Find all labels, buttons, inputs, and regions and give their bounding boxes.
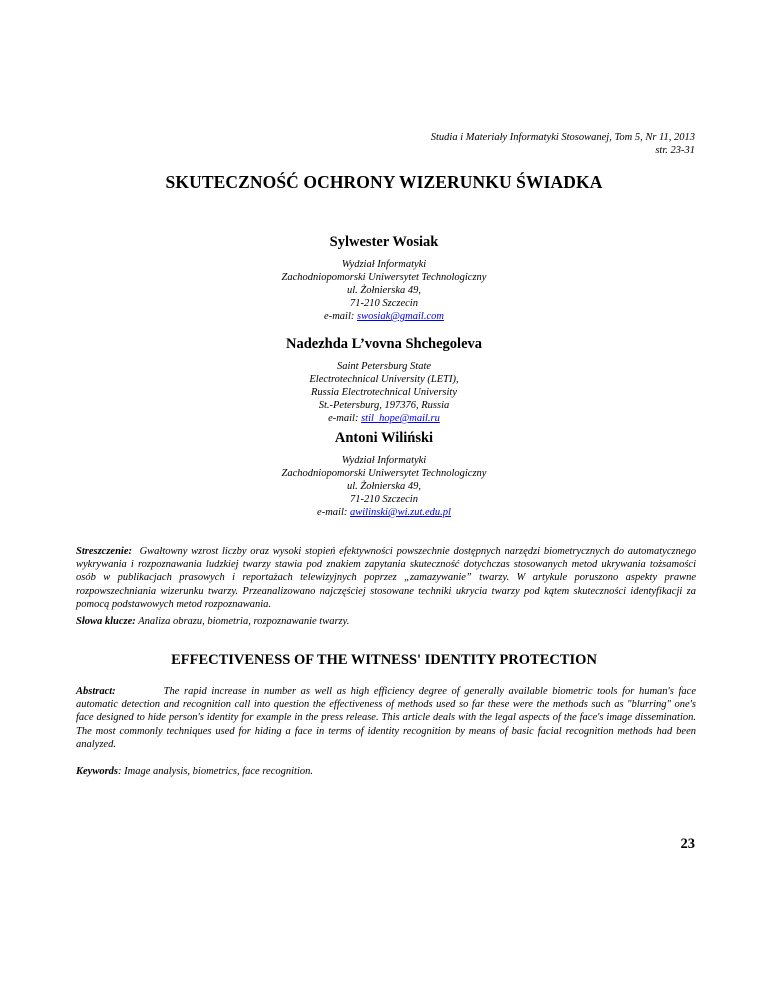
author-name: Sylwester Wosiak: [329, 234, 439, 250]
author-name: Antoni Wiliński: [334, 430, 434, 446]
affiliation-line: Wydział Informatyki: [341, 259, 427, 270]
abstract-english-text: The rapid increase in number as well as high efficiency degree of generally available biometric tools for human's face automatic detection and recognition call into question the effectiveness of methods used so far these were the methods such as "blurring" one's face designed to hide person's identity for example in the press release. This article deals with the legal aspects of the face's image dissemination. The most commonly techniques used for hiding a face in terms of identity recognition by means of basic facial recognition methods had been analyzed.: [76, 686, 696, 750]
journal-header-line-1: Studia i Materiały Informatyki Stosowanej, Tom 5, Nr 11, 2013: [430, 132, 695, 143]
author-email-line: [0, 412, 768, 425]
affiliation-line: Saint Petersburg State: [336, 361, 432, 372]
affiliation-line: Wydział Informatyki: [341, 455, 427, 466]
keywords-english-label: Keywords: [76, 766, 118, 777]
author-email-link[interactable]: awilinski@wi.zut.edu.pl: [349, 507, 451, 518]
abstract-english: [76, 685, 696, 751]
email-label: e-mail:: [328, 413, 362, 424]
author-email-line: [0, 310, 768, 323]
author-email-link[interactable]: swosiak@gmail.com: [357, 311, 444, 322]
abstract-polish: [76, 545, 696, 611]
affiliation-line: St.-Petersburg, 197376, Russia: [318, 400, 450, 411]
affiliation-line: Electrotechnical University (LETI),: [309, 374, 459, 385]
journal-header-line-2: str. 23-31: [655, 145, 695, 156]
affiliation-line: Russia Electrotechnical University: [311, 387, 457, 398]
keywords-polish: [76, 615, 696, 628]
author-name: Nadezhda L’vovna Shchegoleva: [285, 336, 483, 352]
abstract-polish-label: Streszczenie:: [76, 546, 132, 557]
abstract-polish-text: Gwałtowny wzrost liczby oraz wysoki stopień efektywności powszechnie dostępnych narzędzi biometrycznych do automatycznego wykrywania i rozpoznawania ludzkiej twarzy stawia pod znakiem zapytania skuteczność dotychczas stosowanych metod ukrywania tożsamości osób w publikacjach prasowych i reportażach telewizyjnych poprzez „zamazywanie” twarzy. W artykule poruszono aspekty prawne rozpowszechniania wizerunku twarzy. Przeanalizowano najczęściej stosowane techniki ukrycia twarzy pod kątem skuteczności identyfikacji za pomocą podstawowych metod rozpoznawania.: [76, 546, 696, 610]
affiliation-line: Zachodniopomorski Uniwersytet Technologiczny: [281, 272, 487, 283]
keywords-english: [76, 765, 696, 778]
keywords-english-text: : Image analysis, biometrics, face recognition.: [118, 766, 313, 777]
email-label: e-mail:: [317, 507, 350, 518]
affiliation-line: Zachodniopomorski Uniwersytet Technologiczny: [281, 468, 487, 479]
affiliation-line: ul. Żołnierska 49,: [346, 481, 422, 492]
abstract-english-label: Abstract:: [76, 686, 116, 697]
english-title: EFFECTIVENESS OF THE WITNESS' IDENTITY PROTECTION: [171, 652, 597, 668]
page-number: 23: [680, 836, 695, 852]
affiliation-line: 71-210 Szczecin: [350, 494, 418, 505]
email-label: e-mail:: [324, 311, 357, 322]
journal-header: [195, 131, 695, 157]
author-affiliation: [0, 258, 768, 323]
author-affiliation: [0, 454, 768, 519]
author-email-link[interactable]: stil_hope@mail.ru: [361, 413, 440, 424]
author-block-3: [0, 429, 768, 519]
paper-title: SKUTECZNOŚĆ OCHRONY WIZERUNKU ŚWIADKA: [165, 172, 603, 192]
affiliation-line: ul. Żołnierska 49,: [346, 285, 422, 296]
keywords-polish-label: Słowa klucze:: [76, 616, 136, 627]
affiliation-line: 71-210 Szczecin: [350, 298, 418, 309]
author-block-1: [0, 233, 768, 323]
keywords-polish-text: Analiza obrazu, biometria, rozpoznawanie twarzy.: [138, 616, 350, 627]
author-email-line: [0, 506, 768, 519]
author-affiliation: [0, 360, 768, 425]
author-block-2: [0, 335, 768, 425]
